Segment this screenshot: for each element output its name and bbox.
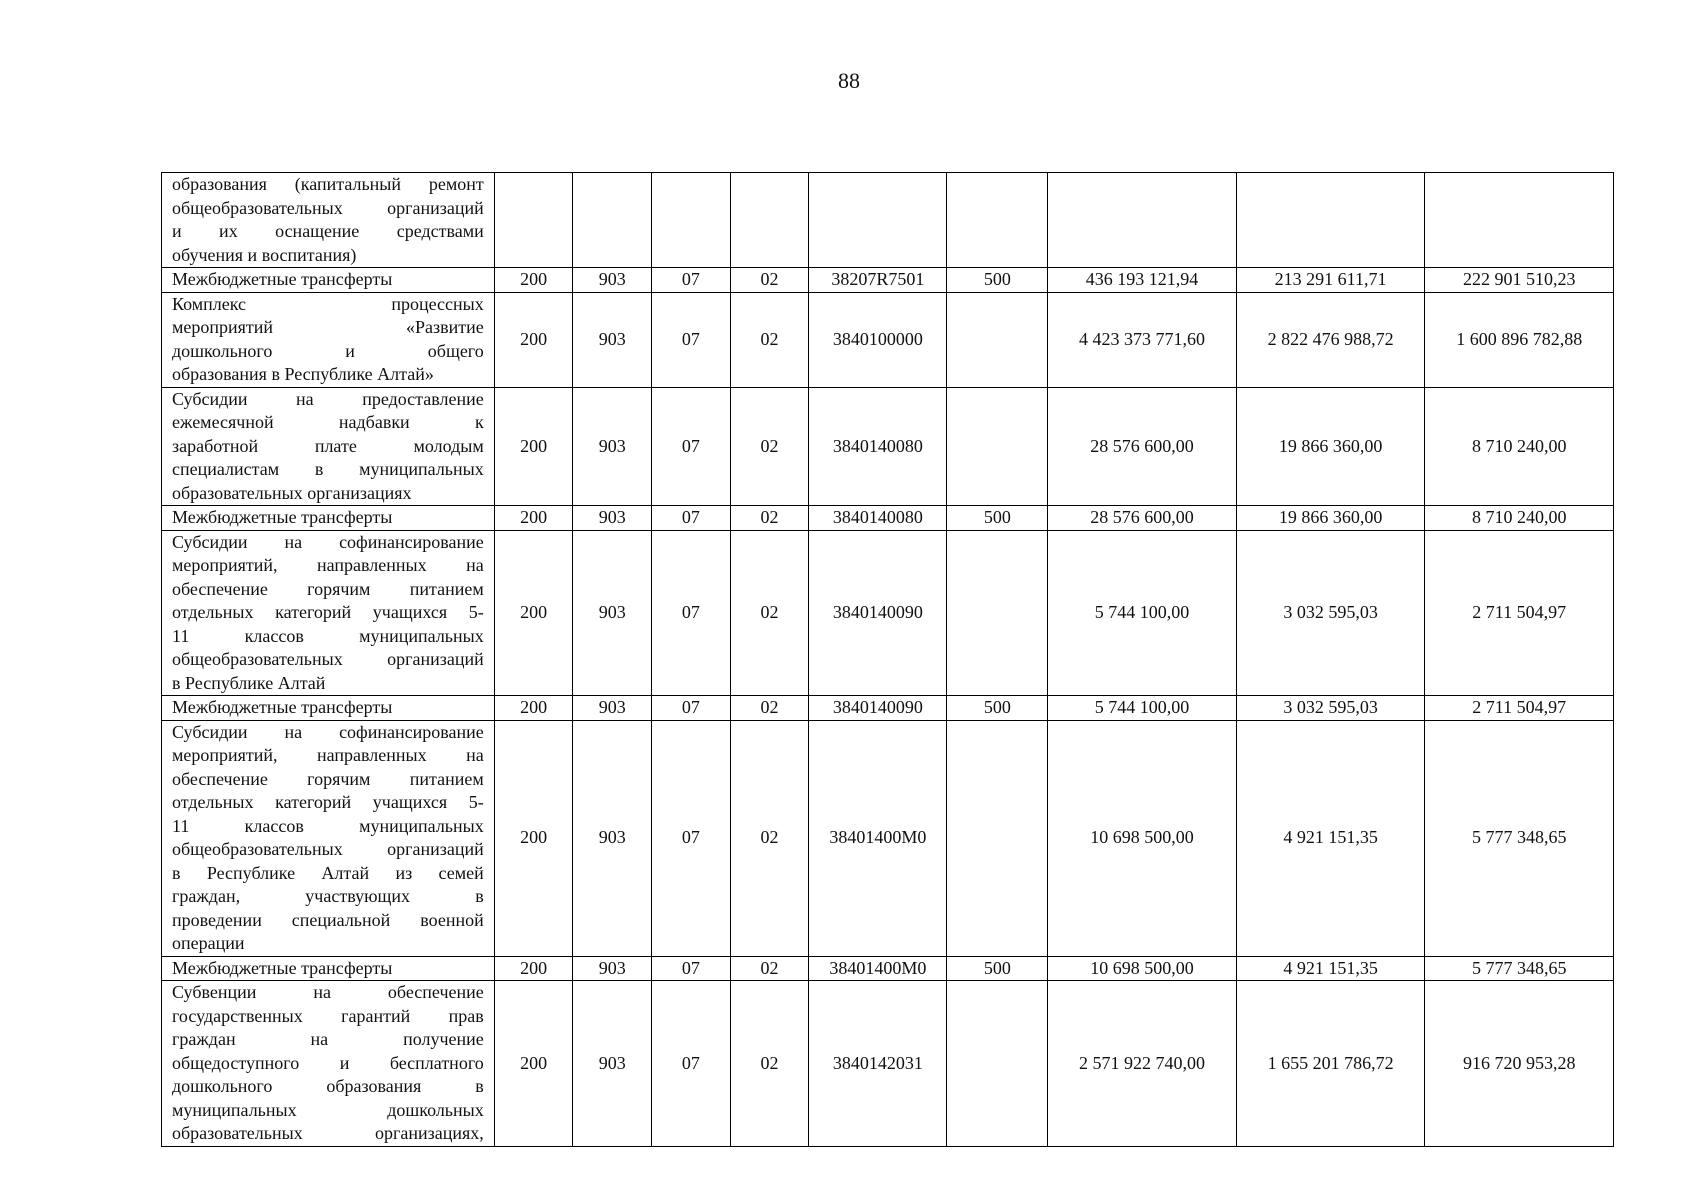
col-podrazdel: 02 [730, 387, 809, 506]
col-ved: 903 [573, 696, 652, 721]
col-gr: 200 [494, 720, 573, 956]
col-ved: 903 [573, 387, 652, 506]
col-podrazdel: 02 [730, 530, 809, 696]
row-name-line: Субсидии на софинансирование [172, 531, 484, 552]
col-razdel: 07 [652, 530, 731, 696]
row-name-line: государственных гарантий прав [172, 1005, 484, 1026]
col-ved: 903 [573, 956, 652, 981]
row-name-cell [162, 530, 495, 696]
col-csr: 3840140090 [809, 696, 947, 721]
row-name-line: Межбюджетные трансферты [172, 957, 393, 978]
row-name-line: Межбюджетные трансферты [172, 507, 393, 527]
row-name-line: образования в Республике Алтай» [172, 364, 434, 384]
col-podrazdel: 02 [730, 981, 809, 1147]
col-razdel: 07 [652, 292, 731, 387]
col-gr: 200 [494, 268, 573, 293]
col-vr [947, 981, 1048, 1147]
row-name-line: в Республике Алтай [172, 672, 326, 693]
col-podrazdel: 02 [730, 268, 809, 293]
col-sum-federal: 916 720 953,28 [1425, 981, 1614, 1147]
table-row [162, 292, 1614, 387]
col-csr: 3840140090 [809, 530, 947, 696]
table-row [162, 956, 1614, 981]
row-name-cell [162, 981, 495, 1147]
row-name-line: проведении специальной военной [172, 909, 484, 930]
col-razdel: 07 [652, 981, 731, 1147]
row-name-cell [162, 387, 495, 506]
row-name-cell [162, 720, 495, 956]
row-name-line: обеспечение горячим питанием [172, 768, 484, 789]
col-razdel: 07 [652, 956, 731, 981]
col-vr: 500 [947, 506, 1048, 531]
row-name-line: общеобразовательных организаций [172, 839, 484, 859]
col-sum-federal: 2 711 504,97 [1425, 696, 1614, 721]
page-number: 88 [838, 68, 860, 93]
col-sum-republic: 213 291 611,71 [1236, 268, 1425, 293]
table-row [162, 173, 1614, 268]
col-razdel: 07 [652, 387, 731, 506]
col-sum-federal: 8 710 240,00 [1425, 387, 1614, 506]
col-ved: 903 [573, 981, 652, 1147]
row-name-line: ежемесячной надбавки к [172, 412, 484, 432]
col-vr: 500 [947, 268, 1048, 293]
row-name-line: общедоступного и бесплатного [172, 1052, 484, 1073]
col-sum-total: 2 571 922 740,00 [1048, 981, 1237, 1147]
table-row [162, 387, 1614, 506]
col-sum-total: 10 698 500,00 [1048, 956, 1237, 981]
row-name-line: отдельных категорий учащихся 5- [172, 792, 484, 812]
col-sum-federal: 5 777 348,65 [1425, 956, 1614, 981]
col-vr [947, 173, 1048, 268]
budget-table [161, 172, 1614, 1147]
row-name-line: мероприятий, направленных на [172, 745, 484, 765]
row-name-cell [162, 173, 495, 268]
col-csr: 3840142031 [809, 981, 947, 1147]
col-csr: 3840140080 [809, 506, 947, 531]
row-name-line: обучения и воспитания) [172, 244, 357, 265]
table-row [162, 720, 1614, 956]
col-gr: 200 [494, 506, 573, 531]
row-name-line: Субсидии на софинансирование [172, 721, 484, 742]
col-razdel: 07 [652, 696, 731, 721]
col-vr: 500 [947, 696, 1048, 721]
col-podrazdel [730, 173, 809, 268]
table-row [162, 530, 1614, 696]
col-sum-republic: 4 921 151,35 [1236, 720, 1425, 956]
row-name-line: Межбюджетные трансферты [172, 697, 393, 717]
col-ved: 903 [573, 292, 652, 387]
col-csr: 38401400M0 [809, 956, 947, 981]
col-sum-total: 5 744 100,00 [1048, 696, 1237, 721]
row-name-line: мероприятий «Развитие [172, 317, 484, 337]
row-name-line: в Республике Алтай из семей [172, 862, 484, 883]
col-gr: 200 [494, 292, 573, 387]
col-razdel [652, 173, 731, 268]
col-sum-total: 28 576 600,00 [1048, 506, 1237, 531]
col-gr: 200 [494, 530, 573, 696]
row-name-line: 11 классов муниципальных [172, 625, 484, 646]
col-sum-republic: 19 866 360,00 [1236, 506, 1425, 531]
row-name-cell [162, 506, 495, 531]
table-row [162, 981, 1614, 1147]
col-gr [494, 173, 573, 268]
col-gr: 200 [494, 956, 573, 981]
row-name-line: образования (капитальный ремонт [172, 174, 484, 194]
col-vr [947, 292, 1048, 387]
row-name-line: специалистам в муниципальных [172, 459, 484, 479]
table-row [162, 268, 1614, 293]
col-sum-federal [1425, 173, 1614, 268]
col-ved: 903 [573, 530, 652, 696]
col-csr: 38207R7501 [809, 268, 947, 293]
row-name-line: общеобразовательных организаций [172, 649, 484, 669]
col-sum-total: 436 193 121,94 [1048, 268, 1237, 293]
col-sum-total: 4 423 373 771,60 [1048, 292, 1237, 387]
col-podrazdel: 02 [730, 292, 809, 387]
col-vr [947, 720, 1048, 956]
col-podrazdel: 02 [730, 720, 809, 956]
row-name-line: муниципальных дошкольных [172, 1099, 484, 1120]
row-name-line: Субсидии на предоставление [172, 388, 484, 409]
col-gr: 200 [494, 981, 573, 1147]
col-sum-federal: 8 710 240,00 [1425, 506, 1614, 531]
row-name-line: дошкольного и общего [172, 340, 484, 361]
col-sum-republic: 3 032 595,03 [1236, 530, 1425, 696]
col-podrazdel: 02 [730, 506, 809, 531]
col-razdel: 07 [652, 268, 731, 293]
table-row [162, 506, 1614, 531]
col-csr [809, 173, 947, 268]
row-name-line: обеспечение горячим питанием [172, 578, 484, 599]
col-csr: 3840140080 [809, 387, 947, 506]
row-name-line: и их оснащение средствами [172, 221, 484, 241]
col-sum-federal: 222 901 510,23 [1425, 268, 1614, 293]
row-name-cell [162, 956, 495, 981]
col-gr: 200 [494, 696, 573, 721]
col-sum-total: 28 576 600,00 [1048, 387, 1237, 506]
col-sum-federal: 5 777 348,65 [1425, 720, 1614, 956]
col-sum-republic: 3 032 595,03 [1236, 696, 1425, 721]
col-razdel: 07 [652, 720, 731, 956]
col-ved: 903 [573, 720, 652, 956]
col-sum-total: 5 744 100,00 [1048, 530, 1237, 696]
row-name-line: 11 классов муниципальных [172, 815, 484, 836]
col-sum-republic: 2 822 476 988,72 [1236, 292, 1425, 387]
col-csr: 38401400M0 [809, 720, 947, 956]
table-body [162, 173, 1614, 1147]
row-name-line: образовательных организациях, [172, 1123, 484, 1143]
row-name-line: Субвенции на обеспечение [172, 982, 484, 1002]
row-name-cell [162, 268, 495, 293]
row-name-line: операции [172, 933, 245, 953]
row-name-line: заработной плате молодым [172, 435, 484, 456]
col-podrazdel: 02 [730, 956, 809, 981]
row-name-line: граждан, участвующих в [172, 886, 484, 906]
row-name-line: общеобразовательных организаций [172, 197, 484, 218]
row-name-line: мероприятий, направленных на [172, 555, 484, 575]
col-vr: 500 [947, 956, 1048, 981]
table-row [162, 696, 1614, 721]
col-sum-federal: 1 600 896 782,88 [1425, 292, 1614, 387]
row-name-line: отдельных категорий учащихся 5- [172, 602, 484, 622]
col-ved: 903 [573, 268, 652, 293]
col-razdel: 07 [652, 506, 731, 531]
col-sum-republic: 4 921 151,35 [1236, 956, 1425, 981]
col-gr: 200 [494, 387, 573, 506]
col-vr [947, 387, 1048, 506]
col-vr [947, 530, 1048, 696]
col-sum-total [1048, 173, 1237, 268]
row-name-line: образовательных организациях [172, 482, 412, 503]
col-sum-republic [1236, 173, 1425, 268]
col-sum-total: 10 698 500,00 [1048, 720, 1237, 956]
row-name-cell [162, 696, 495, 721]
row-name-line: Комплекс процессных [172, 293, 484, 314]
col-sum-republic: 19 866 360,00 [1236, 387, 1425, 506]
col-podrazdel: 02 [730, 696, 809, 721]
col-ved [573, 173, 652, 268]
row-name-cell [162, 292, 495, 387]
row-name-line: дошкольного образования в [172, 1076, 484, 1096]
row-name-line: Межбюджетные трансферты [172, 269, 393, 289]
col-csr: 3840100000 [809, 292, 947, 387]
col-sum-federal: 2 711 504,97 [1425, 530, 1614, 696]
row-name-line: граждан на получение [172, 1029, 484, 1049]
col-ved: 903 [573, 506, 652, 531]
col-sum-republic: 1 655 201 786,72 [1236, 981, 1425, 1147]
